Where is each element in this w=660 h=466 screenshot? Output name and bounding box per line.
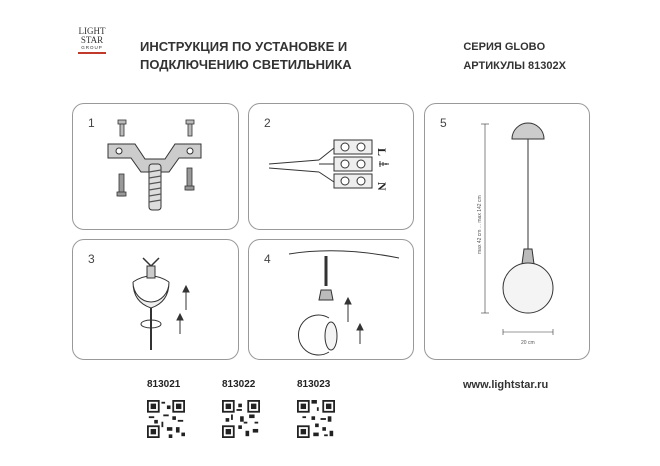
terminal-label-l: L	[375, 148, 389, 157]
logo-line2: STAR	[80, 35, 104, 45]
step-3-number: 3	[88, 252, 95, 266]
up-arrow-icon	[345, 298, 363, 344]
step-5-number: 5	[440, 116, 447, 130]
terminal-label-n: N	[375, 182, 389, 191]
title-line2: ПОДКЛЮЧЕНИЮ СВЕТИЛЬНИКА	[140, 57, 352, 72]
step-3-panel	[72, 239, 239, 360]
step-4-panel	[248, 239, 414, 360]
article-code-3: 813023	[297, 379, 331, 390]
website-link[interactable]: www.lightstar.ru	[463, 379, 549, 391]
terminal-block-illustration	[249, 104, 413, 229]
qr-code-813022	[222, 400, 260, 438]
qr-code-813021	[147, 400, 185, 438]
step-1-panel	[72, 103, 239, 230]
dimensions-illustration	[425, 104, 589, 359]
logo-accent-bar	[78, 52, 106, 54]
logo-line3: GROUP	[81, 45, 103, 50]
width-dimension: 20 cm	[521, 340, 535, 346]
series-name: СЕРИЯ GLOBO	[463, 41, 546, 53]
step-2-panel	[248, 103, 414, 230]
document-title	[140, 38, 352, 74]
canopy-mounting-illustration	[73, 240, 238, 359]
step-5-panel	[424, 103, 590, 360]
brand-logo	[72, 27, 112, 54]
logo-line1: LIGHT	[78, 26, 106, 36]
up-arrow-icon	[177, 286, 189, 334]
mounting-bracket-illustration	[73, 104, 238, 229]
step-2-number: 2	[264, 116, 271, 130]
height-dimension: max 42 cm ... max 142 cm	[477, 195, 483, 254]
qr-code-813023	[297, 400, 335, 438]
article-code-1: 813021	[147, 379, 181, 390]
article-code-2: 813022	[222, 379, 256, 390]
series-info	[463, 38, 566, 76]
step-4-number: 4	[264, 252, 271, 266]
title-line1: ИНСТРУКЦИЯ ПО УСТАНОВКЕ И	[140, 39, 348, 54]
article-range: АРТИКУЛЫ 81302Х	[463, 60, 566, 72]
shade-mounting-illustration	[249, 240, 413, 359]
step-1-number: 1	[88, 116, 95, 130]
ground-icon	[379, 161, 389, 167]
